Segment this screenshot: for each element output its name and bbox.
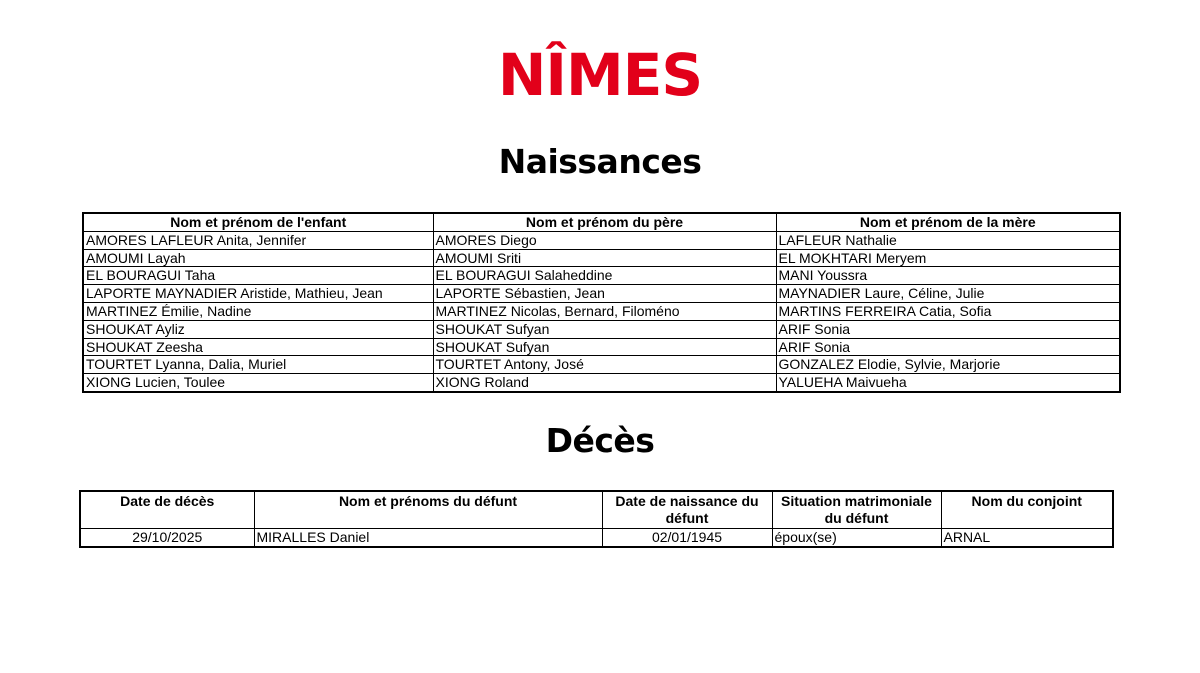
- deaths-section-title: Décès: [545, 421, 655, 460]
- marital-status-cell: époux(se): [772, 529, 941, 547]
- mother-name-cell: MARTINS FERREIRA Catia, Sofia: [776, 302, 1120, 320]
- father-name-cell: XIONG Roland: [433, 374, 776, 392]
- mother-name-cell: EL MOKHTARI Meryem: [776, 249, 1120, 267]
- deaths-header-row: [80, 491, 1113, 529]
- column-header-marital-status: Situation matrimoniale du défunt: [772, 491, 941, 529]
- nimes-logo: NÎMES: [497, 41, 703, 109]
- column-header-death-date: Date de décès: [80, 491, 254, 529]
- births-table: [82, 212, 1121, 393]
- mother-name-cell: ARIF Sonia: [776, 320, 1120, 338]
- father-name-cell: AMOUMI Sriti: [433, 249, 776, 267]
- table-row: [83, 302, 1120, 320]
- father-name-cell: TOURTET Antony, José: [433, 356, 776, 374]
- column-header-spouse-name: Nom du conjoint: [941, 491, 1113, 529]
- table-row: [83, 249, 1120, 267]
- father-name-cell: SHOUKAT Sufyan: [433, 338, 776, 356]
- child-name-cell: SHOUKAT Zeesha: [83, 338, 433, 356]
- child-name-cell: MARTINEZ Émilie, Nadine: [83, 302, 433, 320]
- deaths-table: [79, 490, 1114, 548]
- table-row: [83, 374, 1120, 392]
- table-row: [80, 529, 1113, 547]
- child-name-cell: AMORES LAFLEUR Anita, Jennifer: [83, 231, 433, 249]
- child-name-cell: LAPORTE MAYNADIER Aristide, Mathieu, Jean: [83, 285, 433, 303]
- column-header-mother: Nom et prénom de la mère: [776, 213, 1120, 231]
- column-header-child: Nom et prénom de l'enfant: [83, 213, 433, 231]
- birth-date-cell: 02/01/1945: [602, 529, 772, 547]
- mother-name-cell: GONZALEZ Elodie, Sylvie, Marjorie: [776, 356, 1120, 374]
- mother-name-cell: MANI Youssra: [776, 267, 1120, 285]
- column-header-father: Nom et prénom du père: [433, 213, 776, 231]
- table-row: [83, 338, 1120, 356]
- father-name-cell: MARTINEZ Nicolas, Bernard, Filoméno: [433, 302, 776, 320]
- column-header-deceased-name: Nom et prénoms du défunt: [254, 491, 602, 529]
- table-row: [83, 231, 1120, 249]
- column-header-birth-date: Date de naissance du défunt: [602, 491, 772, 529]
- child-name-cell: TOURTET Lyanna, Dalia, Muriel: [83, 356, 433, 374]
- spouse-name-cell: ARNAL: [941, 529, 1113, 547]
- table-row: [83, 285, 1120, 303]
- mother-name-cell: LAFLEUR Nathalie: [776, 231, 1120, 249]
- child-name-cell: XIONG Lucien, Toulee: [83, 374, 433, 392]
- table-row: [83, 320, 1120, 338]
- table-row: [83, 356, 1120, 374]
- mother-name-cell: MAYNADIER Laure, Céline, Julie: [776, 285, 1120, 303]
- table-row: [83, 267, 1120, 285]
- mother-name-cell: ARIF Sonia: [776, 338, 1120, 356]
- child-name-cell: AMOUMI Layah: [83, 249, 433, 267]
- births-section-title: Naissances: [498, 142, 702, 181]
- mother-name-cell: YALUEHA Maivueha: [776, 374, 1120, 392]
- father-name-cell: SHOUKAT Sufyan: [433, 320, 776, 338]
- child-name-cell: EL BOURAGUI Taha: [83, 267, 433, 285]
- father-name-cell: EL BOURAGUI Salaheddine: [433, 267, 776, 285]
- deceased-name-cell: MIRALLES Daniel: [254, 529, 602, 547]
- child-name-cell: SHOUKAT Ayliz: [83, 320, 433, 338]
- father-name-cell: LAPORTE Sébastien, Jean: [433, 285, 776, 303]
- births-header-row: [83, 213, 1120, 231]
- death-date-cell: 29/10/2025: [80, 529, 254, 547]
- father-name-cell: AMORES Diego: [433, 231, 776, 249]
